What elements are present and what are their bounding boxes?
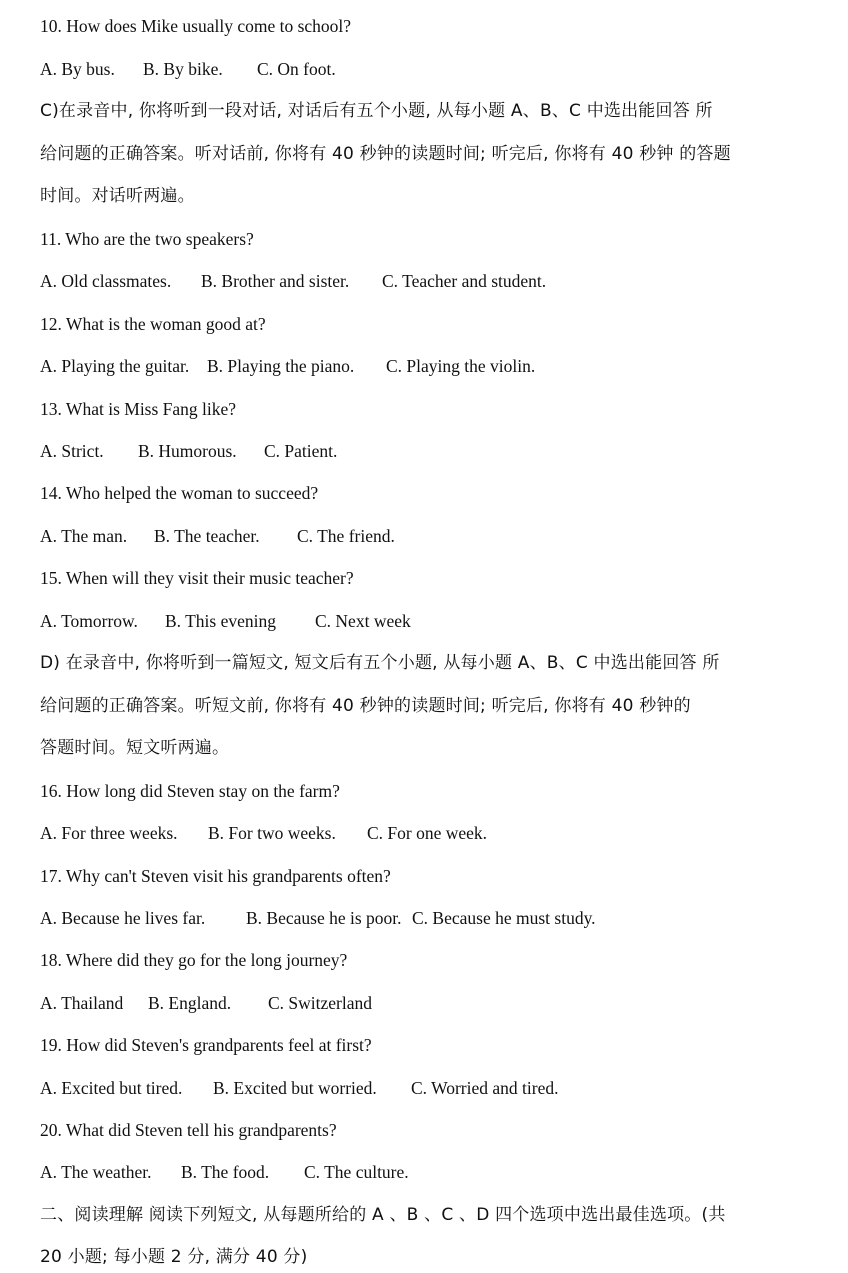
option-c: C. Next week <box>315 611 411 631</box>
option-b: B. England. <box>148 993 232 1013</box>
option-c: C. The culture. <box>304 1162 409 1182</box>
option-c: C. Worried and tired. <box>411 1078 559 1098</box>
option-c: C. Playing the violin. <box>386 356 536 376</box>
options-17 <box>40 906 820 930</box>
options-15 <box>40 609 820 633</box>
option-a: A. Old classmates. <box>40 271 172 291</box>
section-c-instructions-line-3: 时间。对话听两遍。 <box>40 186 195 206</box>
option-b: B. Brother and sister. <box>201 271 350 291</box>
option-c: C. For one week. <box>367 823 488 843</box>
question-18: 18. Where did they go for the long journey? <box>40 950 348 970</box>
option-b: B. By bike. <box>143 59 223 79</box>
option-c: C. Teacher and student. <box>382 271 547 291</box>
options-12 <box>40 354 820 378</box>
options-19 <box>40 1076 820 1100</box>
options-20 <box>40 1160 820 1184</box>
question-13: 13. What is Miss Fang like? <box>40 399 237 419</box>
question-20: 20. What did Steven tell his grandparents? <box>40 1120 337 1140</box>
option-a: A. Because he lives far. <box>40 908 206 928</box>
options-10 <box>40 57 820 81</box>
option-b: B. Because he is poor. <box>246 908 402 928</box>
question-15: 15. When will they visit their music teacher? <box>40 568 354 588</box>
option-a: A. Thailand <box>40 993 124 1013</box>
option-c: C. Switzerland <box>268 993 373 1013</box>
option-a: A. Tomorrow. <box>40 611 138 631</box>
section-d-instructions-line-2: 给问题的正确答案。听短文前, 你将有 40 秒钟的读题时间; 听完后, 你将有 40 秒钟的 <box>40 696 691 716</box>
option-b: B. Playing the piano. <box>207 356 355 376</box>
part-2-heading-line-1: 二、阅读理解 阅读下列短文, 从每题所给的 A 、B 、C 、D 四个选项中选出最佳选项。(共 <box>40 1205 726 1225</box>
option-c: C. Because he must study. <box>412 908 596 928</box>
question-10: 10. How does Mike usually come to school? <box>40 16 352 36</box>
option-b: B. Excited but worried. <box>213 1078 377 1098</box>
option-b: B. Humorous. <box>138 441 237 461</box>
question-17: 17. Why can't Steven visit his grandparents often? <box>40 866 391 886</box>
question-12: 12. What is the woman good at? <box>40 314 266 334</box>
options-18 <box>40 991 820 1015</box>
section-c-instructions-line-2: 给问题的正确答案。听对话前, 你将有 40 秒钟的读题时间; 听完后, 你将有 40 秒钟 的答题 <box>40 144 731 164</box>
option-b: B. This evening <box>165 611 276 631</box>
option-c: C. Patient. <box>264 441 338 461</box>
question-14: 14. Who helped the woman to succeed? <box>40 483 319 503</box>
option-a: A. By bus. <box>40 59 115 79</box>
option-b: B. The food. <box>181 1162 270 1182</box>
option-a: A. Playing the guitar. <box>40 356 190 376</box>
section-c-instructions-line-1: C)在录音中, 你将听到一段对话, 对话后有五个小题, 从每小题 A、B、C 中选出能回答 所 <box>40 101 713 121</box>
option-a: A. The man. <box>40 526 128 546</box>
option-a: A. Strict. <box>40 441 104 461</box>
option-a: A. The weather. <box>40 1162 152 1182</box>
option-b: B. The teacher. <box>154 526 260 546</box>
section-d-instructions-line-3: 答题时间。短文听两遍。 <box>40 738 230 758</box>
option-b: B. For two weeks. <box>208 823 336 843</box>
part-2-heading-line-2: 20 小题; 每小题 2 分, 满分 40 分) <box>40 1247 308 1267</box>
options-13 <box>40 439 820 463</box>
question-16: 16. How long did Steven stay on the farm? <box>40 781 340 801</box>
options-11 <box>40 269 820 293</box>
option-a: A. Excited but tired. <box>40 1078 183 1098</box>
option-a: A. For three weeks. <box>40 823 178 843</box>
question-19: 19. How did Steven's grandparents feel at first? <box>40 1035 372 1055</box>
option-c: C. The friend. <box>297 526 395 546</box>
options-16 <box>40 821 820 845</box>
option-c: C. On foot. <box>257 59 336 79</box>
question-11: 11. Who are the two speakers? <box>40 229 254 249</box>
section-d-instructions-line-1: D) 在录音中, 你将听到一篇短文, 短文后有五个小题, 从每小题 A、B、C 中选出能回答 所 <box>40 653 720 673</box>
options-14 <box>40 524 820 548</box>
